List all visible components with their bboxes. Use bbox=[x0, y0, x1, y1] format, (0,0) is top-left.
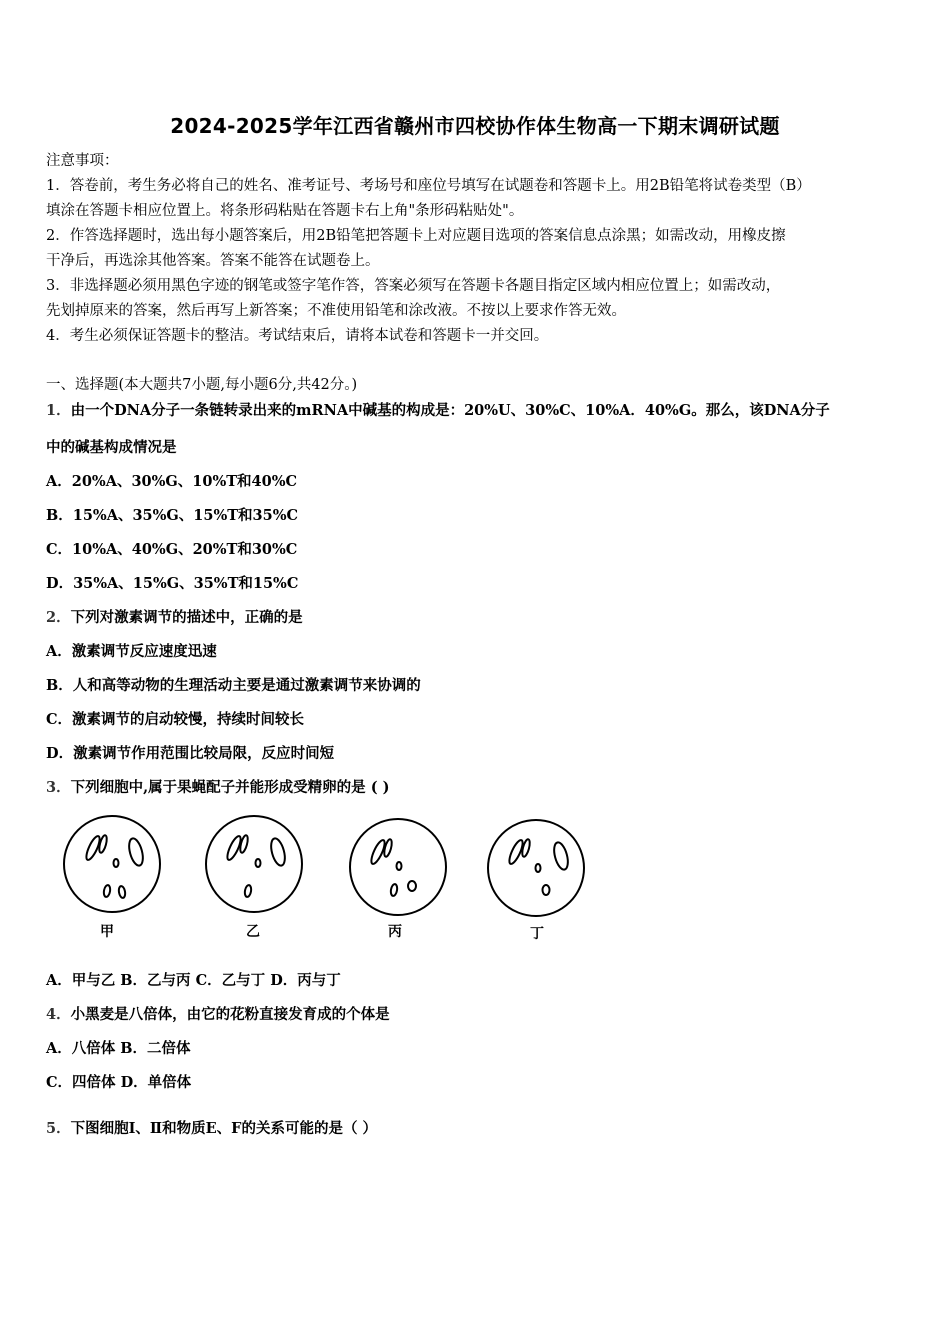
option-d: D．35%A、15%G、35%T和15%C bbox=[46, 575, 299, 592]
cell-bing bbox=[350, 819, 446, 915]
question-2 bbox=[46, 608, 303, 628]
question-3 bbox=[46, 778, 389, 798]
question-number: 1． bbox=[46, 402, 71, 419]
question-text: 由一个DNA分子一条链转录出来的mRNA中碱基的构成是：20%U、30%C、10%A．40%G。那么，该DNA分子 bbox=[70, 402, 830, 419]
question-number: 2． bbox=[46, 609, 71, 626]
question-1 bbox=[46, 401, 830, 421]
cell-ding bbox=[488, 820, 584, 916]
cell-label-ding: 丁 bbox=[530, 926, 544, 942]
cell-label-bing: 丙 bbox=[388, 924, 402, 940]
question-4-options-2: C．四倍体 D．单倍体 bbox=[46, 1074, 192, 1091]
cell-diagram-svg bbox=[56, 810, 596, 945]
option-b: B．15%A、35%G、15%T和35%C bbox=[46, 507, 299, 524]
option-c: C．10%A、40%G、20%T和30%C bbox=[46, 541, 298, 558]
question-number: 4． bbox=[46, 1006, 71, 1023]
notice-heading: 注意事项： bbox=[46, 153, 119, 169]
option-b: B．人和高等动物的生理活动主要是通过激素调节来协调的 bbox=[46, 677, 421, 694]
notice-line: 填涂在答题卡相应位置上。将条形码粘贴在答题卡右上角"条形码粘贴处"。 bbox=[46, 203, 524, 219]
question-text: 下图细胞Ⅰ、Ⅱ和物质E、F的关系可能的是（ ） bbox=[70, 1120, 377, 1137]
question-text: 小黑麦是八倍体，由它的花粉直接发育成的个体是 bbox=[70, 1006, 390, 1023]
question-4 bbox=[46, 1005, 390, 1025]
question-4-options-1: A．八倍体 B．二倍体 bbox=[46, 1040, 191, 1057]
cell-yi bbox=[206, 816, 302, 912]
question-1-text-cont: 中的碱基构成情况是 bbox=[46, 439, 177, 456]
notice-line: 4．考生必须保证答题卡的整洁。考试结束后，请将本试卷和答题卡一并交回。 bbox=[46, 328, 549, 344]
cell-label-yi: 乙 bbox=[246, 924, 260, 940]
cell-diagram bbox=[56, 810, 596, 945]
section-heading: 一、选择题(本大题共7小题,每小题6分,共42分。) bbox=[46, 377, 358, 393]
notice-line: 3．非选择题必须用黑色字迹的钢笔或签字笔作答，答案必须写在答题卡各题目指定区域内相应位置上；如需改动， bbox=[46, 278, 781, 294]
page-title: 2024-2025学年江西省赣州市四校协作体生物高一下期末调研试题 bbox=[170, 114, 780, 138]
question-number: 5． bbox=[46, 1120, 71, 1137]
question-text: 下列对激素调节的描述中，正确的是 bbox=[70, 609, 303, 626]
cell-label-jia: 甲 bbox=[100, 924, 114, 940]
option-c: C．激素调节的启动较慢，持续时间较长 bbox=[46, 711, 305, 728]
notice-line: 干净后，再选涂其他答案。答案不能答在试题卷上。 bbox=[46, 253, 380, 269]
notice-line: 1．答卷前，考生务必将自己的姓名、准考证号、考场号和座位号填写在试题卷和答题卡上。用2B铅笔将试卷类型（B） bbox=[46, 178, 811, 194]
question-5 bbox=[46, 1119, 377, 1139]
notice-line: 先划掉原来的答案，然后再写上新答案；不准使用铅笔和涂改液。不按以上要求作答无效。 bbox=[46, 303, 626, 319]
option-a: A．20%A、30%G、10%T和40%C bbox=[46, 473, 298, 490]
question-number: 3． bbox=[46, 779, 71, 796]
notice-line: 2．作答选择题时，选出每小题答案后，用2B铅笔把答题卡上对应题目选项的答案信息点涂黑；如需改动，用橡皮擦 bbox=[46, 228, 786, 244]
option-a: A．激素调节反应速度迅速 bbox=[46, 643, 217, 660]
question-3-options: A．甲与乙 B．乙与丙 C．乙与丁 D．丙与丁 bbox=[46, 972, 341, 989]
option-d: D．激素调节作用范围比较局限，反应时间短 bbox=[46, 745, 335, 762]
cell-jia bbox=[64, 816, 160, 912]
question-text: 下列细胞中,属于果蝇配子并能形成受精卵的是 ( ) bbox=[70, 779, 390, 796]
